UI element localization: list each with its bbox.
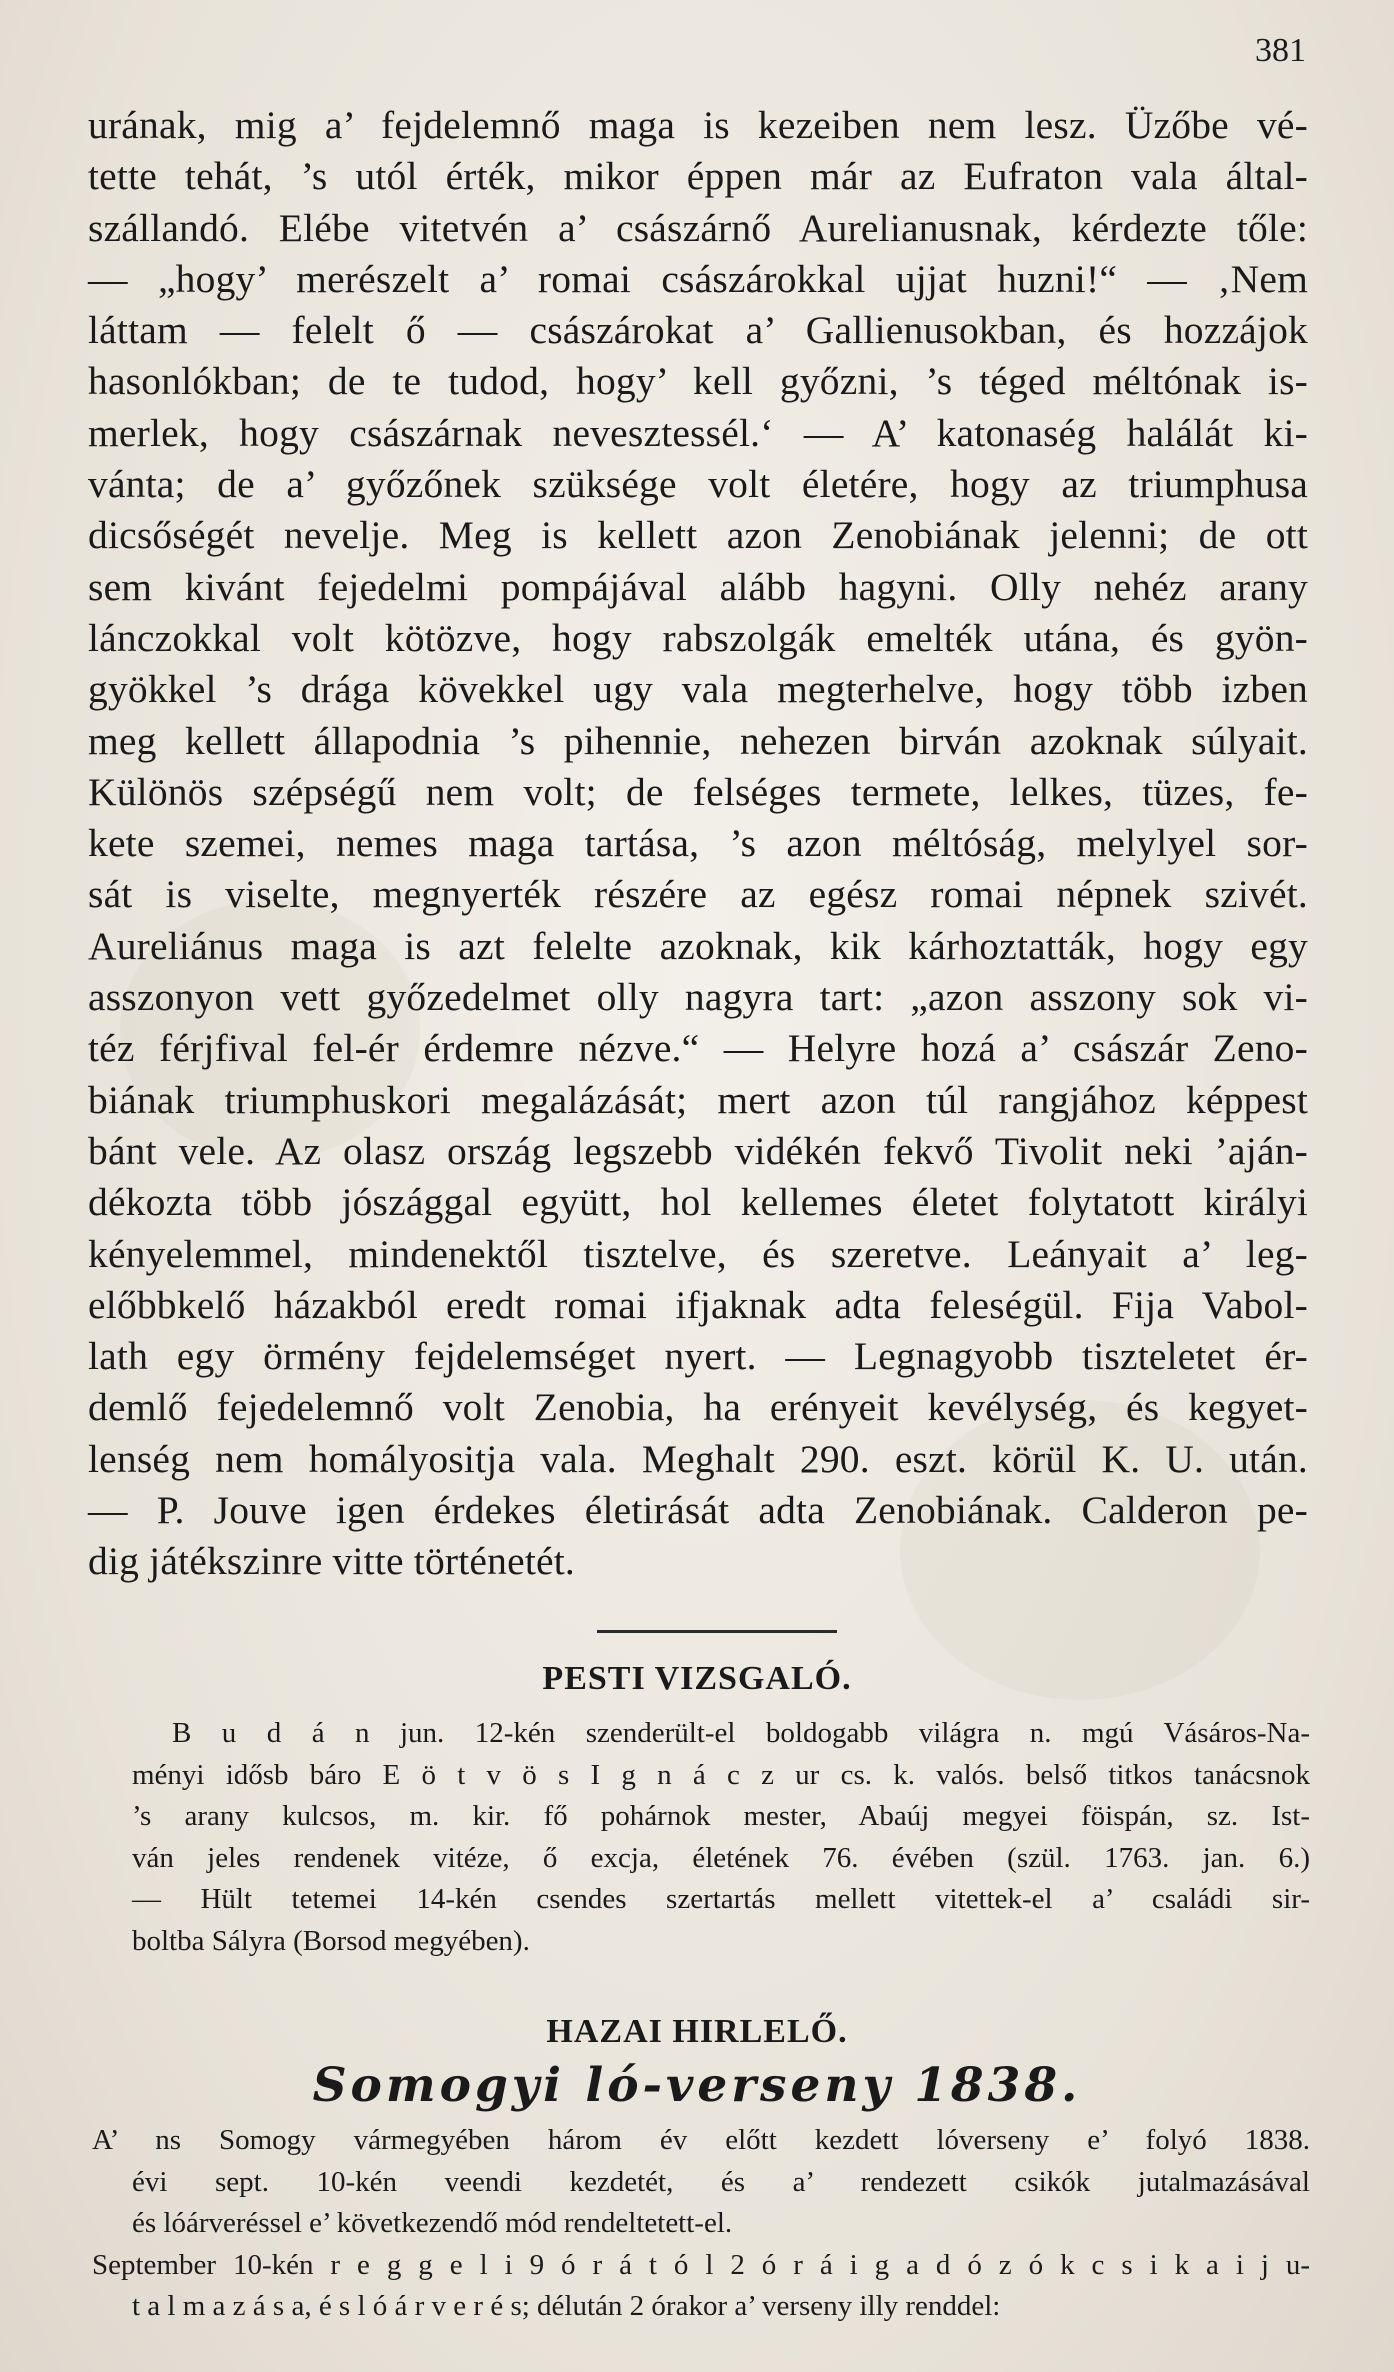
news-line: évi sept. 10-kén veendi kezdetét, és a’ rendezett csikók jutalmazásával — [132, 2165, 1310, 2198]
pesti-vizsgalo-text — [92, 1713, 1310, 1962]
text-line: lánczokkal volt kötözve, hogy rabszolgák emelték utána, és gyön- — [88, 615, 1308, 660]
news-line: boltba Sályra (Borsod megyében). — [132, 1924, 530, 1957]
text-line: gyökkel ’s drága kövekkel ugy vala megterhelve, hogy több izben — [88, 667, 1308, 712]
news-line: A’ ns Somogy vármegyében három év előtt kezdett lóverseny e’ folyó 1838. — [92, 2124, 1310, 2156]
text-line: hasonlókban; de te tudod, hogy’ kell győzni, ’s téged méltónak is- — [88, 359, 1308, 404]
news-line: ményi idősb báro E ö t v ö s I g n á c z ur cs. k. valós. belső titkos tanácsnok — [132, 1758, 1310, 1791]
text-line: lenség nem homályositja vala. Meghalt 290. eszt. körül K. U. után. — [88, 1436, 1308, 1481]
news-line: B u d á n jun. 12-kén szenderült-el boldogabb világra n. mgú Vásáros-Na- — [172, 1717, 1310, 1749]
hazai-hirlelo-text — [92, 2120, 1310, 2328]
text-line: bánt vele. Az olasz ország legszebb vidékén fekvő Tivolit neki ’aján- — [88, 1128, 1308, 1173]
text-line: meg kellett állapodnia ’s pihennie, nehezen birván azoknak súlyait. — [88, 718, 1308, 763]
news-line: ’s arany kulcsos, m. kir. fő pohárnok mester, Abaúj megyei föispán, sz. Ist- — [132, 1800, 1310, 1832]
text-line: dig játékszinre vitte történetét. — [88, 1539, 576, 1584]
text-line: kete szemei, nemes maga tartása, ’s azon méltóság, melylyel sor- — [88, 821, 1308, 866]
text-line: szállandó. Elébe vitetvén a’ császárnő Aurelianusnak, kérdezte tőle: — [88, 205, 1308, 250]
section-divider-rule — [597, 1630, 837, 1633]
text-line: tette tehát, ’s utól érték, mikor éppen már az Eufraton vala által- — [88, 154, 1308, 199]
text-line: dékozta több jószággal együtt, hol kellemes életet folytatott királyi — [88, 1180, 1308, 1225]
text-line: sát is viselte, megnyerték részére az egész romai népnek szivét. — [88, 872, 1308, 917]
text-line: sem kivánt fejedelmi pompájával alább hagyni. Olly nehéz arany — [88, 564, 1308, 609]
news-line: t a l m a z á s a, é s l ó á r v e r é s; délután 2 órakor a’ verseny illy renddel: — [132, 2290, 1001, 2322]
section-title-hazai-hirlelo: HAZAI HIRLELŐ. — [546, 2013, 848, 2050]
main-body-text — [88, 100, 1308, 1588]
news-line: September 10-kén r e g g e l i 9 ó r á t ó l 2 ó r á i g a d ó z ó k c s i k a i j u- — [92, 2248, 1310, 2281]
text-line: — P. Jouve igen érdekes életirását adta Zenobiának. Calderon pe- — [88, 1488, 1308, 1533]
text-line: láttam — felelt ő — császárokat a’ Gallienusokban, és hozzájok — [88, 308, 1308, 353]
text-line: asszonyon vett győzedelmet olly nagyra tart: „azon asszony sok vi- — [88, 975, 1308, 1020]
text-line: urának, mig a’ fejdelemnő maga is kezeiben nem lesz. Üzőbe vé- — [88, 103, 1308, 147]
text-line: kényelemmel, mindenektől tisztelve, és szeretve. Leányait a’ leg- — [88, 1231, 1308, 1276]
somogy-horse-race-heading: Somogyi ló-verseny 1838. — [312, 2058, 1082, 2113]
text-line: Aureliánus maga is azt felelte azoknak, kik kárhoztatták, hogy egy — [88, 923, 1308, 968]
text-line: biának triumphuskori megalázását; mert azon túl rangjához képpest — [88, 1077, 1308, 1122]
text-line: lath egy örmény fejdelemséget nyert. — Legnagyobb tiszteletet ér- — [88, 1334, 1308, 1379]
text-line: vánta; de a’ győzőnek szüksége volt életére, hogy az triumphusa — [88, 462, 1308, 507]
text-line: Különös szépségű nem volt; de felséges termete, lelkes, tüzes, fe- — [88, 769, 1308, 814]
section-title-pesti-vizsgalo: PESTI VIZSGALÓ. — [542, 1660, 852, 1697]
text-line: előbbkelő házakból eredt romai ifjaknak adta feleségül. Fija Vabol- — [88, 1282, 1308, 1327]
news-line: és lóárveréssel e’ következendő mód rendeltetett-el. — [132, 2207, 733, 2239]
text-line: — „hogy’ merészelt a’ romai császárokkal ujjat huzni!“ — ‚Nem — [88, 256, 1308, 301]
text-line: demlő fejedelemnő volt Zenobia, ha erényeit kevélység, és kegyet- — [88, 1385, 1308, 1430]
text-line: dicsőségét nevelje. Meg is kellett azon Zenobiának jelenni; de ott — [88, 513, 1308, 558]
news-line: ván jeles rendenek vitéze, ő excja, életének 76. évében (szül. 1763. jan. 6.) — [132, 1841, 1310, 1874]
news-line: — Hült tetemei 14-kén csendes szertartás mellett vitettek-el a’ családi sir- — [132, 1883, 1310, 1915]
text-line: merlek, hogy császárnak nevesztessél.‘ — A’ katonaség halálát ki- — [88, 410, 1308, 455]
page-number: 381 — [1255, 32, 1306, 69]
text-line: téz férjfival fel-ér érdemre nézve.“ — Helyre hozá a’ császár Zeno- — [88, 1026, 1308, 1071]
